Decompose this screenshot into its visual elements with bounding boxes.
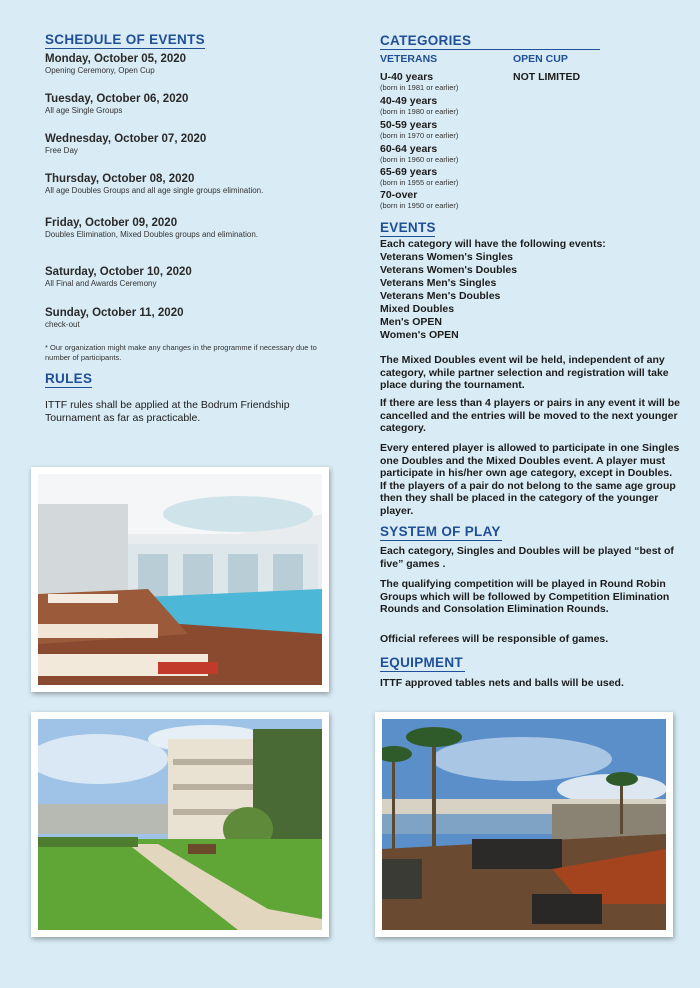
- schedule-day-5: [45, 217, 258, 239]
- event-item: Veterans Women's Singles: [380, 251, 514, 263]
- day-description: Doubles Elimination, Mixed Doubles groups and elimination.: [45, 230, 259, 239]
- category-born: (born in 1970 or earlier): [380, 131, 459, 140]
- day-date: Wednesday, October 07, 2020: [45, 133, 207, 145]
- day-description: check-out: [45, 320, 80, 329]
- day-date: Tuesday, October 06, 2020: [45, 93, 189, 105]
- category-item: [380, 119, 458, 140]
- veterans-label: VETERANS: [380, 53, 438, 65]
- event-item: Veterans Men's Singles: [380, 277, 497, 289]
- open-cup-limit: NOT LIMITED: [513, 71, 581, 83]
- event-item: Mixed Doubles: [380, 303, 455, 315]
- categories-heading: CATEGORIES: [380, 33, 600, 50]
- schedule-day-3: [45, 133, 206, 155]
- category-name: 40-49 years: [380, 95, 438, 107]
- category-born: (born in 1981 or earlier): [380, 83, 459, 92]
- day-date: Thursday, October 08, 2020: [45, 173, 195, 185]
- schedule-day-7: [45, 307, 184, 329]
- rules-heading: RULES: [45, 371, 93, 386]
- photo-hotel-garden: [31, 712, 329, 937]
- system-paragraph-3: Official referees will be responsible of games.: [380, 633, 609, 645]
- events-intro: Each category will have the following events:: [380, 238, 606, 250]
- category-name: 65-69 years: [380, 166, 438, 178]
- schedule-day-6: [45, 266, 192, 288]
- day-description: Free Day: [45, 146, 78, 155]
- category-name: 50-59 years: [380, 119, 438, 131]
- day-description: All age Single Groups: [45, 106, 123, 115]
- category-item: [380, 71, 458, 92]
- day-description: Opening Ceremony, Open Cup: [45, 66, 155, 75]
- event-item: Veterans Men's Doubles: [380, 290, 501, 302]
- system-heading: SYSTEM OF PLAY: [380, 524, 501, 539]
- day-description: All age Doubles Groups and all age single groups elimination.: [45, 186, 264, 195]
- category-item: [380, 189, 458, 210]
- schedule-heading: SCHEDULE OF EVENTS: [45, 32, 205, 47]
- category-born: (born in 1955 or earlier): [380, 178, 459, 187]
- system-paragraph-2: The qualifying competition will be played in Round Robin Groups which will be followed by Competition Elimination Rounds and Consolation Elimination Rounds.: [380, 578, 670, 615]
- schedule-day-1: [45, 53, 186, 75]
- day-date: Saturday, October 10, 2020: [45, 266, 192, 278]
- category-born: (born in 1960 or earlier): [380, 155, 459, 164]
- schedule-note: * Our organization might make any changes in the programme if necessary due to number of participants.: [45, 343, 317, 362]
- event-item: Women's OPEN: [380, 329, 459, 341]
- event-item: Veterans Women's Doubles: [380, 264, 518, 276]
- indoor-pool-image: [38, 474, 322, 685]
- terrace-image: [382, 719, 666, 930]
- photo-terrace: [375, 712, 673, 937]
- day-date: Monday, October 05, 2020: [45, 53, 187, 65]
- open-cup-value: [513, 71, 580, 83]
- equipment-heading: EQUIPMENT: [380, 655, 465, 672]
- day-date: Sunday, October 11, 2020: [45, 307, 184, 319]
- equipment-text: ITTF approved tables nets and balls will be used.: [380, 677, 624, 689]
- schedule-day-2: [45, 93, 188, 115]
- events-paragraph-3: Every entered player is allowed to participate in one Singles one Doubles and the Mixed Doubles event. A player must participate in his/her own age category, except in Doubles. If the players of a pair do not belong to the same age group then they shall be placed in the category of the younger player.: [380, 442, 680, 517]
- category-item: [380, 95, 458, 116]
- photo-indoor-pool: [31, 467, 329, 692]
- event-item: Men's OPEN: [380, 316, 443, 328]
- schedule-day-4: [45, 173, 263, 195]
- category-name: 70-over: [380, 189, 418, 201]
- hotel-garden-image: [38, 719, 322, 930]
- events-list: [380, 238, 606, 342]
- events-heading: EVENTS: [380, 220, 436, 235]
- category-name: 60-64 years: [380, 143, 438, 155]
- day-description: All Final and Awards Ceremony: [45, 279, 157, 288]
- category-name: U-40 years: [380, 71, 434, 83]
- system-paragraph-1: Each category, Singles and Doubles will be played “best of five” games .: [380, 545, 674, 570]
- open-cup-label: OPEN CUP: [513, 53, 568, 65]
- category-born: (born in 1950 or earlier): [380, 201, 459, 210]
- day-date: Friday, October 09, 2020: [45, 217, 178, 229]
- events-paragraph-2: If there are less than 4 players or pairs in any event it will be cancelled and the entries will be moved to the next younger category.: [380, 397, 680, 434]
- rules-text: ITTF rules shall be applied at the Bodrum Friendship Tournament as far as practicable.: [45, 399, 290, 424]
- category-born: (born in 1980 or earlier): [380, 107, 459, 116]
- category-item: [380, 143, 458, 164]
- events-paragraph-1: The Mixed Doubles event wil be held, independent of any category, while partner selection and registration will take place during the tournament.: [380, 354, 669, 391]
- category-item: [380, 166, 458, 187]
